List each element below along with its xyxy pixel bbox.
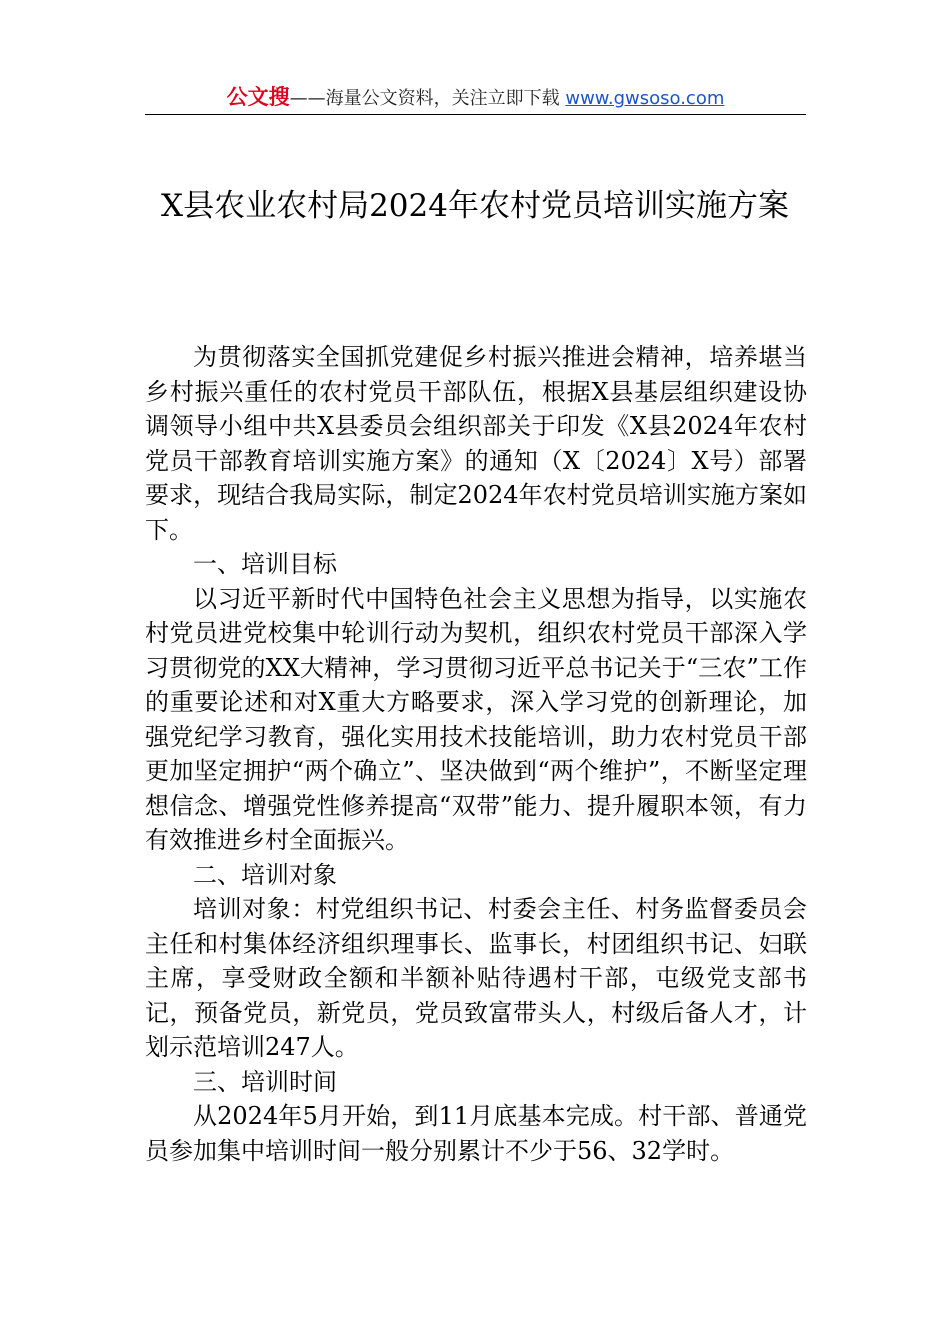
document-title: X县农业农村局2024年农村党员培训实施方案 (161, 188, 789, 224)
document-body (145, 340, 807, 1168)
section-heading-targets: 二、培训对象 (193, 860, 337, 889)
time-paragraph: 从2024年5月开始，到11月底基本完成。村干部、普通党员参加集中培训时间一般分别累计不少于56、32学时。 (145, 1102, 807, 1165)
header-divider (145, 114, 806, 115)
intro-paragraph: 为贯彻落实全国抓党建促乡村振兴推进会精神，培养堪当乡村振兴重任的农村党员干部队伍，根据X县基层组织建设协调领导小组中共X县委员会组织部关于印发《X县2024年农村党员干部教育培训实施方案》的通知（X〔2024〕X号）部署要求，现结合我局实际，制定2024年农村党员培训实施方案如下。 (145, 343, 807, 544)
page-header (145, 82, 806, 112)
header-tagline: ——海量公文资料，关注立即下载 (289, 88, 566, 109)
goals-paragraph: 以习近平新时代中国特色社会主义思想为指导，以实施农村党员进党校集中轮训行动为契机，组织农村党员干部深入学习贯彻党的XX大精神，学习贯彻习近平总书记关于“三农”工作的重要论述和对X重大方略要求，深入学习党的创新理论，加强党纪学习教育，强化实用技术技能培训，助力农村党员干部更加坚定拥护“两个确立”、坚决做到“两个维护”，不断坚定理想信念、增强党性修养提高“双带”能力、提升履职本领，有力有效推进乡村全面振兴。 (145, 584, 807, 854)
brand-logo-text: 公文搜 (226, 85, 290, 109)
section-heading-goals: 一、培训目标 (193, 550, 337, 578)
website-link[interactable]: www.gwsoso.com (565, 88, 725, 109)
targets-paragraph: 培训对象：村党组织书记、村委会主任、村务监督委员会主任和村集体经济组织理事长、监事长，村团组织书记、妇联主席，享受财政全额和半额补贴待遇村干部，屯级党支部书记，预备党员，新党员，党员致富带头人，村级后备人才，计划示范培训247人。 (145, 895, 807, 1061)
section-heading-time: 三、培训时间 (193, 1067, 337, 1096)
